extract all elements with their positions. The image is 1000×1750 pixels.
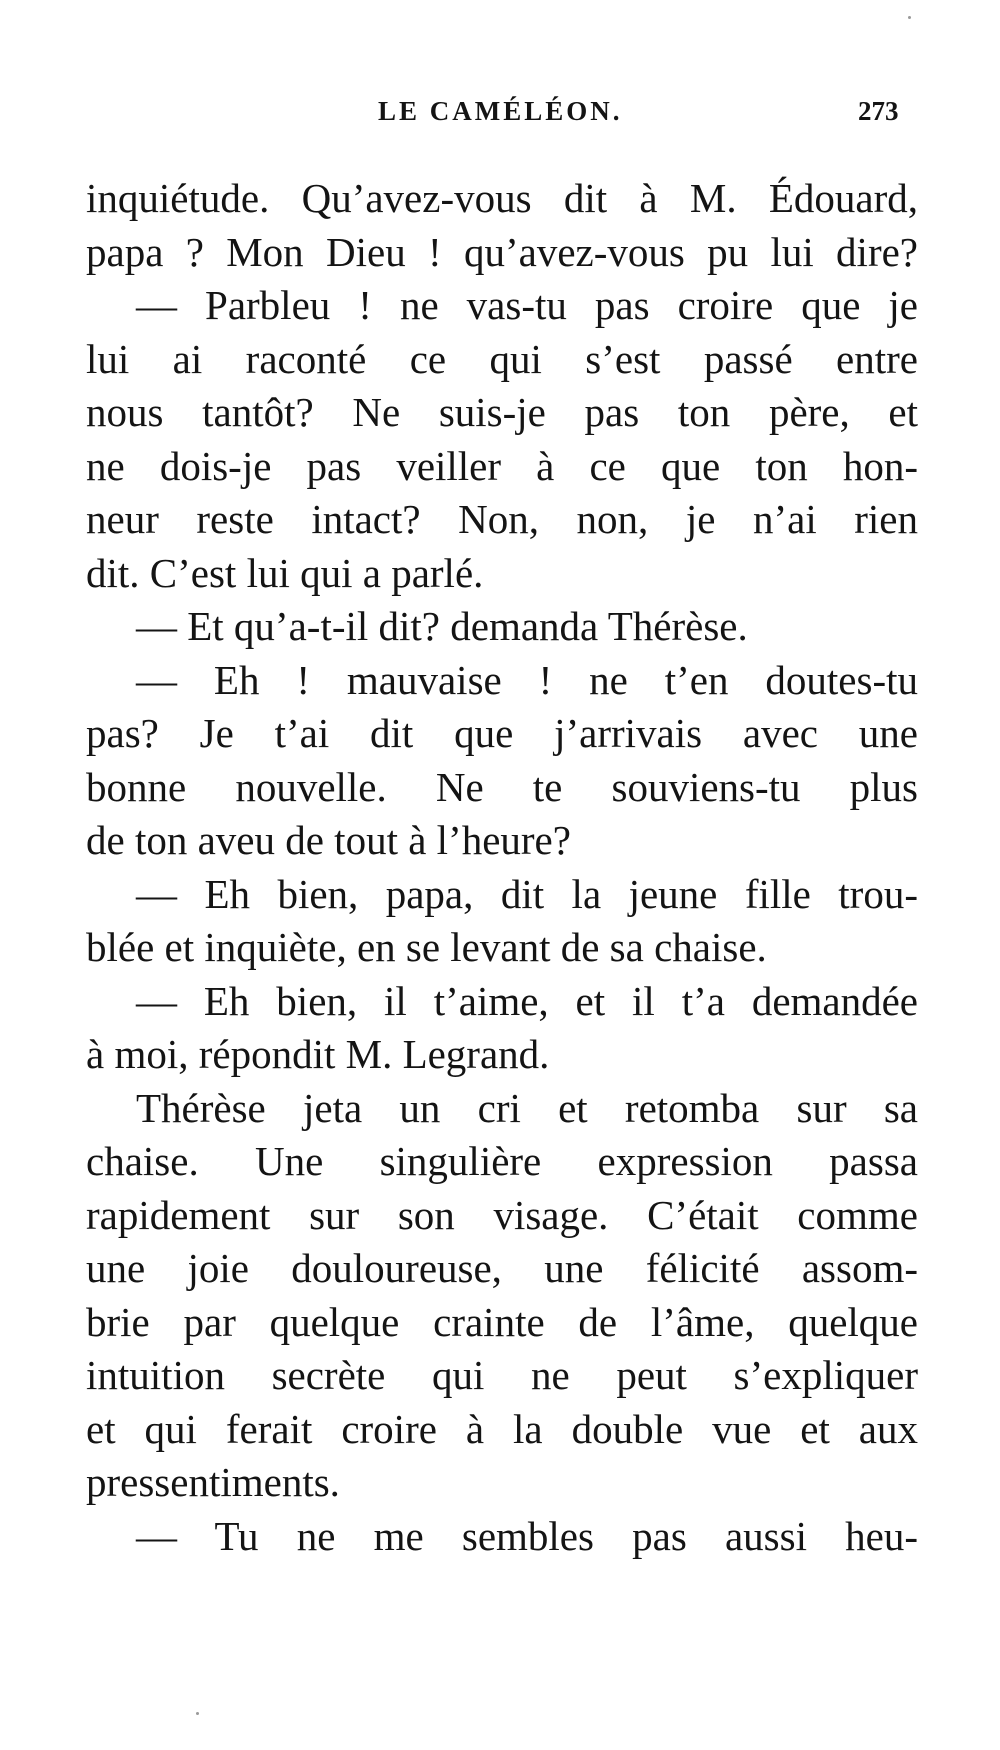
- text-line: — Tu ne me sembles pas aussi heu-: [136, 1512, 918, 1559]
- text-line: intuition secrète qui ne peut s’expliquer: [86, 1352, 918, 1398]
- text-line: papa ? Mon Dieu ! qu’avez-vous pu lui dire?: [86, 228, 918, 275]
- text-line: — Eh bien, papa, dit la jeune fille trou-: [136, 870, 918, 917]
- text-line: une joie douloureuse, une félicité assom-: [86, 1245, 918, 1291]
- text-line: rapidement sur son visage. C’était comme: [86, 1191, 918, 1238]
- text-line: à moi, répondit M. Legrand.: [86, 1031, 550, 1077]
- text-line: chaise. Une singulière expression passa: [86, 1138, 918, 1184]
- text-line: et qui ferait croire à la double vue et aux: [86, 1405, 918, 1452]
- text-line: — Eh ! mauvaise ! ne t’en doutes-tu: [136, 656, 918, 703]
- text-line: dit. C’est lui qui a parlé.: [86, 549, 484, 596]
- page-header: [0, 96, 1000, 136]
- text-line: nous tantôt? Ne suis-je pas ton père, et: [86, 389, 918, 435]
- page-number: 273: [858, 96, 899, 126]
- text-line: Thérèse jeta un cri et retomba sur sa: [136, 1084, 918, 1131]
- body-text: [86, 172, 918, 1563]
- text-line: — Et qu’a-t-il dit? demanda Thérèse.: [136, 603, 748, 649]
- text-line: ne dois-je pas veiller à ce que ton hon-: [86, 442, 918, 489]
- text-line: de ton aveu de tout à l’heure?: [86, 817, 571, 863]
- text-line: inquiétude. Qu’avez-vous dit à M. Édouard,: [86, 175, 918, 221]
- text-line: neur reste intact? Non, non, je n’ai rien: [86, 496, 918, 542]
- print-speck: [908, 16, 911, 19]
- text-line: lui ai raconté ce qui s’est passé entre: [86, 335, 918, 382]
- text-line: brie par quelque crainte de l’âme, quelque: [86, 1298, 918, 1345]
- text-line: pas? Je t’ai dit que j’arrivais avec une: [86, 710, 918, 756]
- text-line: — Parbleu ! ne vas-tu pas croire que je: [136, 282, 918, 328]
- running-title: LE CAMÉLÉON.: [378, 96, 623, 126]
- text-line: blée et inquiète, en se levant de sa chaise.: [86, 924, 767, 970]
- text-line: pressentiments.: [86, 1459, 340, 1505]
- text-line: bonne nouvelle. Ne te souviens-tu plus: [86, 763, 918, 810]
- text-line: — Eh bien, il t’aime, et il t’a demandée: [136, 977, 918, 1024]
- print-speck: [196, 1712, 199, 1715]
